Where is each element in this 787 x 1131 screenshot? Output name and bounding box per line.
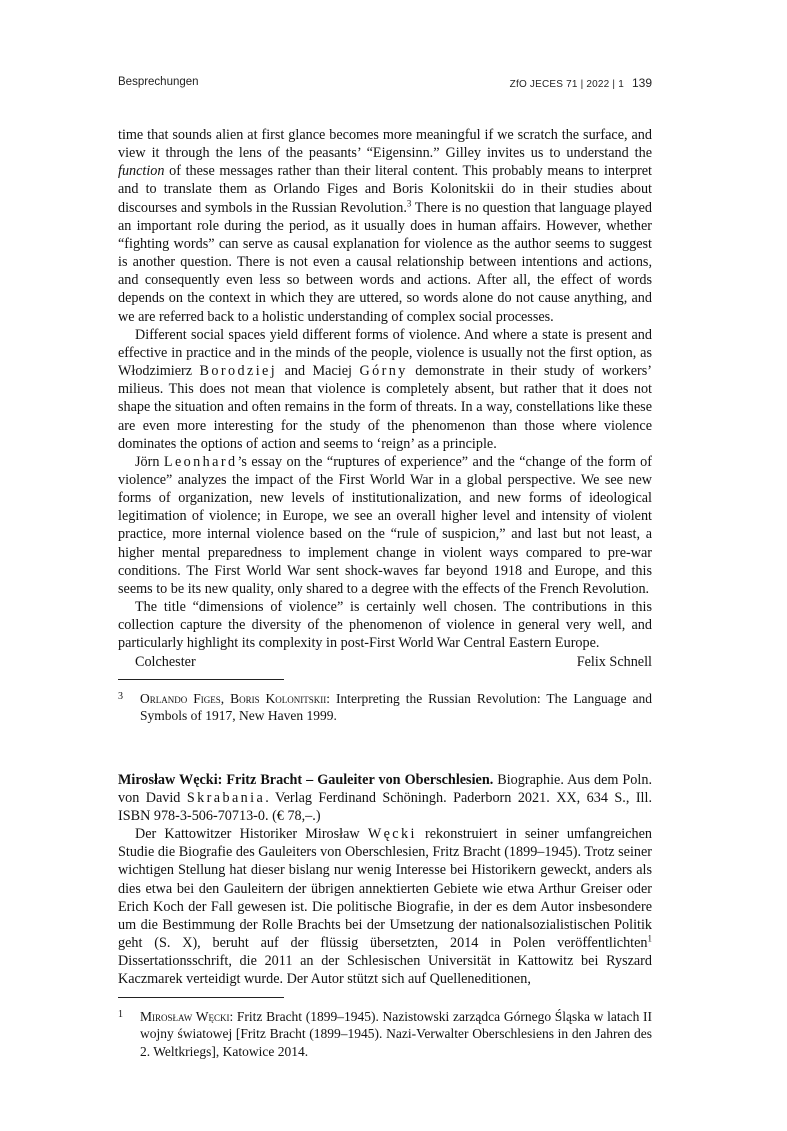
footnote-divider (118, 679, 284, 680)
text-run: There is no question that language played an important role during the period, as it usually does in human affairs. However, whether “fighting words” can serve as causal explanation for violence as the author seems to suggest is another question. There is not even a causal relationship between intentions and actions, and consequently even less so between words and actions. After all, the effect of words depends on the context in which they are uttered, so words alone do not cause anything, and we are referred back to a holistic understanding of complex social processes. (118, 199, 652, 325)
footnote-ref-1[interactable]: 1 (647, 933, 652, 944)
text-run: Different social spaces yield different forms of violence. And where a state is present and effective in practice and in the minds of the people, violence is usually not the first option, as Włodzimierz (118, 326, 652, 380)
text-run: Dissertationsschrift, die 2011 an der Schlesischen Universität in Kattowitz bei Ryszard Kaczmarek verteidigt wurde. Der Autor stützt sich auf Quelleneditionen, (118, 953, 652, 988)
review2-paragraph-1 (118, 825, 652, 988)
emphasis-function: function (118, 163, 165, 180)
footnote-author: Orlando Figes (140, 690, 221, 706)
author-name-leonhard: Leonhard (163, 453, 238, 470)
review1-signoff (118, 653, 652, 671)
author-name-wecki: Węcki (367, 826, 417, 843)
review1-paragraph-4: The title “dimensions of violence” is certainly well chosen. The contributions in this collection capture the diversity of the phenomenon of violence in general very well, and particularly highlight its complexity in post-First World War Central Eastern Europe. (118, 599, 652, 652)
text-run: time that sounds alien at first glance becomes more meaningful if we scratch the surface, and view it through the lens of the peasants’ “Eigensinn.” Gilley invites us to understand the (118, 127, 652, 162)
review-place: Colchester (135, 653, 196, 670)
text-run: and Maciej (277, 363, 360, 380)
text-run: , (220, 690, 231, 706)
text-run: : Fritz Bracht (1899–1945). Nazistowski zarządca Górnego Śląska w latach II wojny światowej [Fritz Bracht (1899–1945). Nazi-Verwalter Oberschlesiens in den Jahren des 2. Weltkriegs], Katowice 2014. (140, 1008, 652, 1059)
journal-citation: ZfO JECES 71 | 2022 | 1 (509, 79, 624, 90)
text-run: Der Kattowitzer Historiker Mirosław (135, 826, 368, 843)
review2-title: Mirosław Węcki: Fritz Bracht – Gauleiter von Oberschlesien. (118, 771, 494, 788)
footnote-text (140, 1008, 652, 1061)
footnote-author: Mirosław Węcki (140, 1008, 230, 1024)
section-title: Besprechungen (118, 76, 199, 88)
journal-info (510, 76, 652, 90)
text-run: Biographie. Aus dem Poln. von David (118, 771, 652, 806)
text-run: Jörn (135, 453, 164, 470)
footnote-divider (118, 997, 284, 998)
author-name-borodziej: Borodziej (199, 363, 278, 380)
footnote-number: 3 (118, 690, 123, 702)
text-run: . Verlag Ferdinand Schöningh. Paderborn 2021. XX, 634 S., Ill. ISBN 978-3-506-70713-0. (€ 78,–.) (118, 789, 652, 824)
review2-bibliography (118, 771, 652, 825)
footnote-author: Boris Kolonitskii (230, 690, 327, 706)
text-run: rekonstruiert in seiner umfangreichen Studie die Biografie des Gauleiters von Oberschlesien, Fritz Bracht (1899–1945). Trotz seiner wichtigen Stellung hat dieser bislang nur wenig Interesse bei Historikern geweckt, anders als dies etwa bei den Gauleitern der übrigen annektierten Gebiete wie etwa Arthur Greiser oder Erich Koch der Fall gewesen ist. Die politische Biografie, in der es dem Autor insbesondere um die Bestimmung der Rolle Brachts bei der Umsetzung der nationalsozialistischen Politik geht (S. X), beruht auf der flüssig übersetzten, 2014 in Polen veröffentlichten (118, 826, 652, 952)
review1-paragraph-1 (118, 126, 652, 326)
page-number: 139 (631, 76, 652, 90)
review1-paragraph-3 (118, 453, 652, 598)
reviewer-name: Felix Schnell (576, 653, 652, 670)
text-run: : Interpreting the Russian Revolution: The Language and Symbols of 1917, New Haven 1999. (140, 690, 652, 724)
review1-paragraph-2 (118, 326, 652, 453)
footnote-ref-3[interactable]: 3 (406, 197, 412, 208)
author-name-gorny: Górny (359, 363, 408, 380)
footnote-1 (118, 1008, 652, 1061)
text-run: demonstrate in their study of workers’ milieus. This does not mean that violence is completely absent, but rather that it does not shape the situation and often remains in the form of threats. In a way, constellations like these are even more interesting for the study of the phenomenon than those where violence dominates the options of action and seems to ‘reign’ as a principle. (118, 363, 652, 452)
translator-name: Skrabania (186, 789, 266, 806)
text-run: ’s essay on the “ruptures of experience” and the “change of the form of violence” analyzes the impact of the First World War in a global perspective. We see new forms of organization, new levels of institutionalization, and new forms of ideological legitimation of violence; in Europe, we see an overall higher level and intensity of violent practice, more internal violence based on the “rule of suspicion,” and last but not least, a higher mental preparedness to implement change in violent ways compared to pre-war conditions. The First World War sent shock-waves far beyond 1918 and Europe, and this seems to be its new quality, only shared to a degree with the effects of the French Revolution. (118, 453, 652, 597)
footnote-number: 1 (118, 1008, 123, 1020)
footnote-text (140, 690, 652, 725)
page-body (118, 126, 652, 1060)
footnote-3 (118, 690, 652, 725)
text-run: of these messages rather than their literal content. This probably means to interpret and to translate them as Orlando Figes and Boris Kolonitskii do in their studies about discourses and symbols in the Russian Revolution. (118, 163, 652, 216)
